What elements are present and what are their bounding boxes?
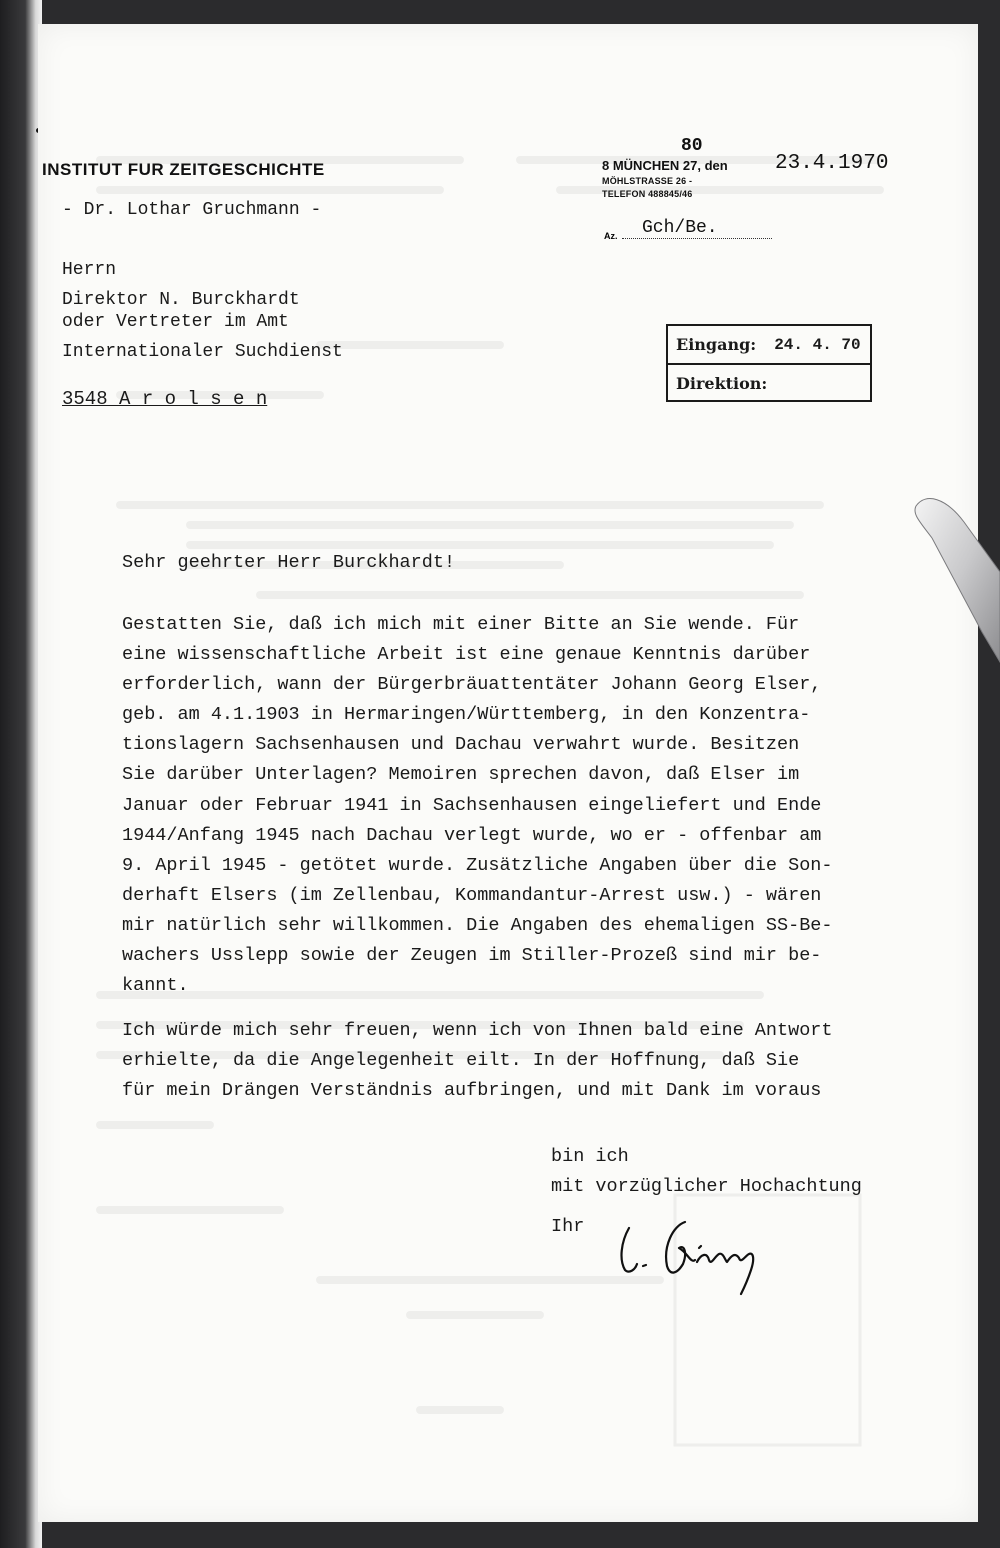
sender-address [602,158,728,199]
paragraph-1-line: Sie darüber Unterlagen? Memoiren sprechen davon, daß Elser im [122,764,800,786]
stamp-direction-row [668,363,870,402]
sender-phone: TELEFON 488845/46 [602,189,693,199]
reference-value: Gch/Be. [622,218,772,239]
paragraph-1-line: Gestatten Sie, daß ich mich mit einer Bitte an Sie wende. Für [122,614,800,635]
paragraph-1-line: 9. April 1945 - getötet wurde. Zusätzliche Angaben über die Son- [122,854,833,876]
closing-line-3: Ihr [551,1216,585,1237]
letter-paragraph-1 [122,610,917,1001]
recipient-deputy: oder Vertreter im Amt [62,312,289,332]
paragraph-1-line: eine wissenschaftliche Arbeit ist eine genaue Kenntnis darüber [122,644,811,666]
paragraph-1-line: Januar oder Februar 1941 in Sachsenhausen eingeliefert und Ende [122,794,822,816]
closing-line-1: bin ich [551,1146,629,1167]
paragraph-2-line: für mein Drängen Verständnis aufbringen, und mit Dank im voraus [122,1080,822,1102]
paragraph-1-line: geb. am 4.1.1903 in Hermaringen/Württemberg, in den Konzentra- [122,704,811,726]
paper-clip [912,492,1000,692]
binder-edge [0,0,42,1548]
received-stamp [666,324,872,402]
letter-paragraph-2 [122,1016,917,1106]
sender-city-line: 8 MÜNCHEN 27, den [602,158,728,173]
recipient-name: Direktor N. Burckhardt [62,290,300,310]
paragraph-1-line: wachers Usslepp sowie der Zeugen im Stiller-Prozeß sind mir be- [122,945,822,967]
stamp-received-label: Eingang: [676,335,757,354]
sender-street: MÖHLSTRASSE 26 - [602,176,693,186]
paragraph-1-line: derhaft Elsers (im Zellenbau, Kommandantur-Arrest usw.) - wären [122,884,822,906]
stamp-direction-label: Direktion: [676,374,768,393]
stamp-received-row [668,326,870,363]
paragraph-1-line: 1944/Anfang 1945 nach Dachau verlegt wurde, wo er - offenbar am [122,824,822,846]
letter-greeting: Sehr geehrter Herr Burckhardt! [122,552,456,573]
paragraph-1-line: mir natürlich sehr willkommen. Die Angaben des ehemaligen SS-Be- [122,914,833,936]
handwritten-signature [615,1208,775,1298]
recipient-city: 3548 A r o l s e n [62,388,268,410]
stamp-received-date: 24. 4. 70 [774,335,861,354]
recipient-salutation: Herrn [62,260,117,280]
letter-date: 23.4.1970 [775,152,889,175]
paragraph-2-line: Ich würde mich sehr freuen, wenn ich von Ihnen bald eine Antwort [122,1020,833,1041]
reference-label: Az. [604,231,618,241]
institute-name: INSTITUT FUR ZEITGESCHICHTE [42,160,325,179]
paragraph-2-line: erhielte, da die Angelegenheit eilt. In der Hoffnung, daß Sie [122,1050,800,1072]
closing-line-2: mit vorzüglicher Hochachtung [551,1176,862,1197]
handwritten-date-mark: 80 [681,136,703,156]
paragraph-1-line: tionslagern Sachsenhausen und Dachau verwahrt wurde. Besitzen [122,734,800,756]
recipient-organization: Internationaler Suchdienst [62,342,343,362]
paragraph-1-line: kannt. [122,975,189,997]
paragraph-1-line: erforderlich, wann der Bürgerbräuattentäter Johann Georg Elser, [122,674,822,696]
sender-name: - Dr. Lothar Gruchmann - [62,200,322,220]
